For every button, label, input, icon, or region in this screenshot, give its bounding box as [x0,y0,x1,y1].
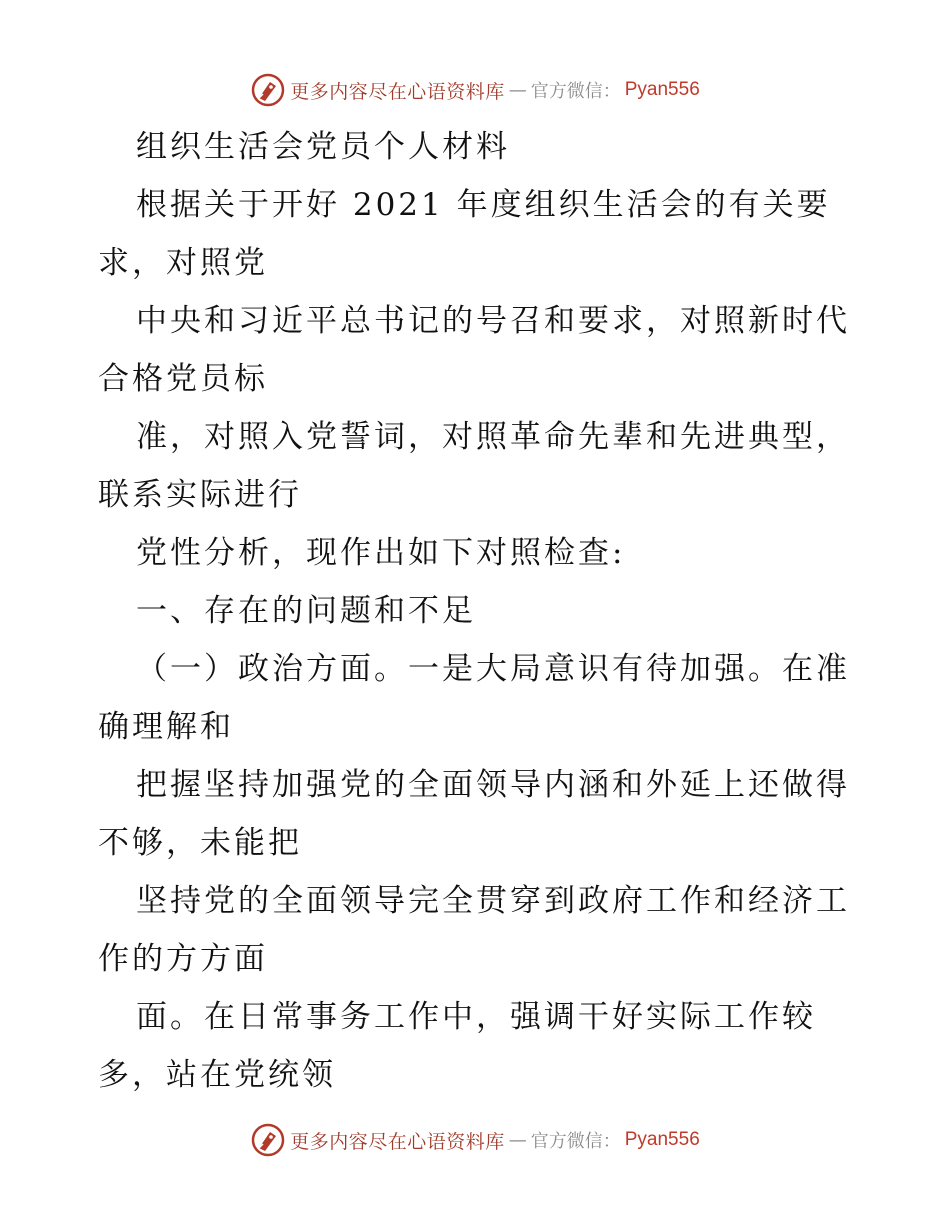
header-watermark-banner [0,70,950,110]
footer-watermark-banner [0,1120,950,1160]
paragraph-line: 党性分析，现作出如下对照检查: [136,535,626,571]
pen-nib-logo-icon [250,1122,286,1158]
banner-separator: — [508,79,527,101]
paragraph-line: 作的方方面 [98,941,268,977]
paragraph-line: （一）政治方面。一是大局意识有待加强。在准 [136,651,850,687]
document-title: 组织生活会党员个人材料 [136,129,510,165]
pen-nib-logo-icon [250,72,286,108]
paragraph-line: 不够，未能把 [98,825,302,861]
paragraph-line: 联系实际进行 [98,477,302,513]
banner-separator: — [508,1129,527,1151]
paragraph-line: 准，对照入党誓词，对照革命先辈和先进典型， [136,419,850,455]
banner-text: 更多内容尽在心语资料库 [290,80,505,103]
banner-contact-id: Pyan556 [624,79,700,100]
paragraph-line: 坚持党的全面领导完全贯穿到政府工作和经济工 [136,883,850,919]
paragraph-line: 确理解和 [98,709,234,745]
paragraph-line: 面。在日常事务工作中，强调干好实际工作较 [136,999,816,1035]
paragraph-line: 根据关于开好 2021 年度组织生活会的有关要 [136,187,831,223]
banner-contact-label: 官方微信： [530,81,621,102]
paragraph-line: 多，站在党统领 [98,1057,336,1093]
paragraph-line: 把握坚持加强党的全面领导内涵和外延上还做得 [136,767,850,803]
paragraph-line: 合格党员标 [98,361,268,397]
banner-contact-id: Pyan556 [624,1129,700,1150]
paragraph-line: 一、存在的问题和不足 [136,593,476,629]
paragraph-line: 中央和习近平总书记的号召和要求，对照新时代 [136,303,850,339]
banner-contact-label: 官方微信： [530,1131,621,1152]
document-body [98,118,858,1104]
paragraph-line: 求，对照党 [98,245,268,281]
banner-text: 更多内容尽在心语资料库 [290,1130,505,1153]
